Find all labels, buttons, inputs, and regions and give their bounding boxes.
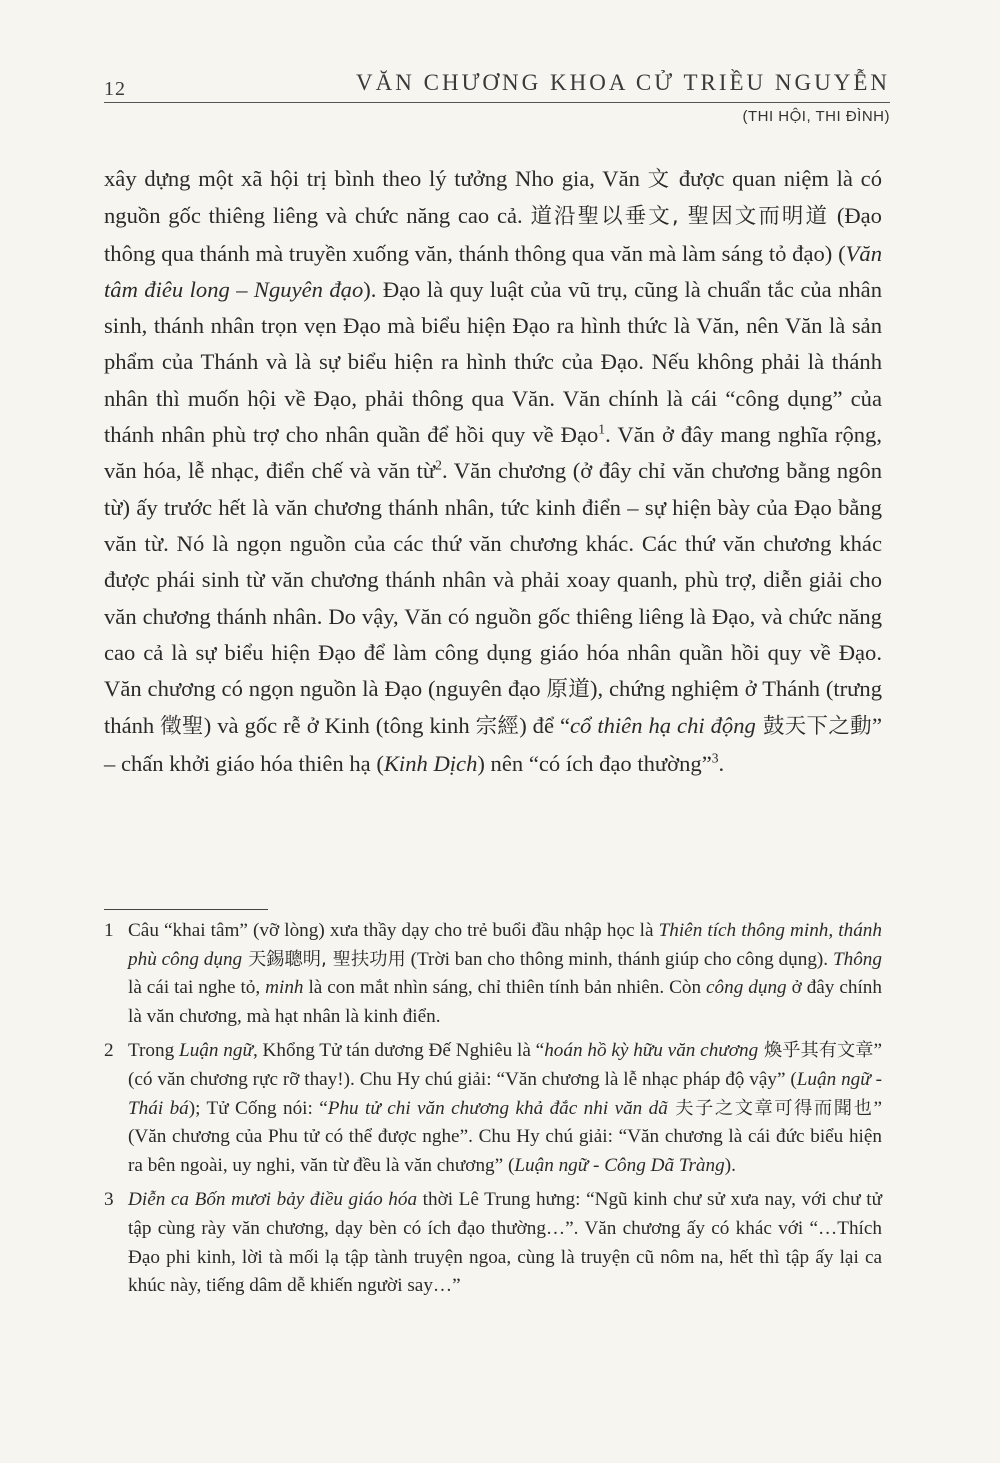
footnote-text: Trong Luận ngữ, Khổng Tử tán dương Đế Nghiêu là “hoán hồ kỳ hữu văn chương 煥乎其有文章” (có văn chương rực rỡ thay!). Chu Hy chú giải: “Văn chương là lễ nhạc pháp độ vậy” (Luận ngữ - Thái bá); Tử Cống nói: “Phu tử chi văn chương khả đắc nhi văn dã 夫子之文章可得而聞也” (Văn chương của Phu tử có thể được nghe”. Chu Hy chú giải: “Văn chương là cái đức biểu hiện ra bên ngoài, uy nghi, văn từ đều là văn chương” (Luận ngữ - Công Dã Tràng). xyxy=(128,1040,883,1176)
footnote-text: Diễn ca Bốn mươi bảy điều giáo hóa thời Lê Trung hưng: “Ngũ kinh chư sử xưa nay, với chư tử tập cùng rày văn chương, dạy bèn có ích đạo thường…”. Văn chương ấy có khác với “…Thích Đạo phi kinh, lời tà mối lạ tập tành truyện ngoa, cùng là truyện cũ nôm na, hết thì tập ấy lại ca khúc này, tiếng dâm dễ khiến người say…” xyxy=(128,1189,882,1297)
footnote-ref-3[interactable]: 3 xyxy=(711,750,719,766)
footnote-text: Câu “khai tâm” (vỡ lòng) xưa thầy dạy cho trẻ buổi đầu nhập học là Thiên tích thông minh, thánh phù công dụng 天錫聰明, 聖扶功用 (Trời ban cho thông minh, thánh giúp cho công dụng). Thông là cái tai nghe tỏ, minh là con mắt nhìn sáng, chỉ thiên tính bản nhiên. Còn công dụng ở đây chính là văn chương, mà hạt nhân là kinh điển. xyxy=(128,920,882,1027)
footnote-ref-1[interactable]: 1 xyxy=(598,421,606,437)
footnote-3 xyxy=(104,1186,882,1300)
running-header-subtitle: (THI HỘI, THI ĐÌNH) xyxy=(742,108,890,125)
running-header-title: VĂN CHƯƠNG KHOA CỬ TRIỀU NGUYỄN xyxy=(356,70,890,95)
main-paragraph: xây dựng một xã hội trị bình theo lý tưởng Nho gia, Văn 文 được quan niệm là có nguồn gốc thiêng liêng và chức năng cao cả. 道沿聖以垂文, 聖因文而明道 (Đạo thông qua thánh mà truyền xuống văn, thánh thông qua văn mà làm sáng tỏ đạo) (Văn tâm điêu long – Nguyên đạo). Đạo là quy luật của vũ trụ, cũng là chuẩn tắc của nhân sinh, thánh nhân trọn vẹn Đạo mà biểu hiện Đạo ra hình thức là Văn, nên Văn là sản phẩm của Thánh và là sự biểu hiện ra hình thức của Đạo. Nếu không phải là thánh nhân thì muốn hội về Đạo, phải thông qua Văn. Văn chính là cái “công dụng” của thánh nhân phù trợ cho nhân quần để hồi quy về Đạo$^1$. Văn ở đây mang nghĩa rộng, văn hóa, lễ nhạc, điển chế và văn từ$^2$. Văn chương (ở đây chỉ văn chương bằng ngôn từ) ấy trước hết là văn chương thánh nhân, tức kinh điển – sự hiện bày của Đạo bằng văn từ. Nó là ngọn nguồn của các thứ văn chương khác. Các thứ văn chương khác được phái sinh từ văn chương thánh nhân và phải xoay quanh, phù trợ, diễn giải cho văn chương thánh nhân. Do vậy, Văn có nguồn gốc thiêng liêng là Đạo, và chức năng cao cả là sự biểu hiện Đạo để làm công dụng giáo hóa nhân quần hồi quy về Đạo. Văn chương có ngọn nguồn là Đạo (nguyên đạo 原道), chứng nghiệm ở Thánh (trưng thánh 徵聖) và gốc rễ ở Kinh (tông kinh 宗經) để “cổ thiên hạ chi động 鼓天下之動” – chấn khởi giáo hóa thiên hạ (Kinh Dịch) nên “có ích đạo thường”$^3$. xyxy=(104,166,883,776)
footnote-number: 2 xyxy=(104,1040,114,1062)
footnote-number: 3 xyxy=(104,1189,114,1211)
footnote-divider xyxy=(104,909,268,910)
footnotes-section xyxy=(104,917,882,1307)
footnote-ref-2[interactable]: 2 xyxy=(435,457,442,473)
header-divider xyxy=(104,102,890,103)
footnote-2 xyxy=(104,1037,882,1180)
page-number: 12 xyxy=(104,78,126,100)
footnote-1 xyxy=(104,917,882,1031)
footnote-number: 1 xyxy=(104,920,114,941)
